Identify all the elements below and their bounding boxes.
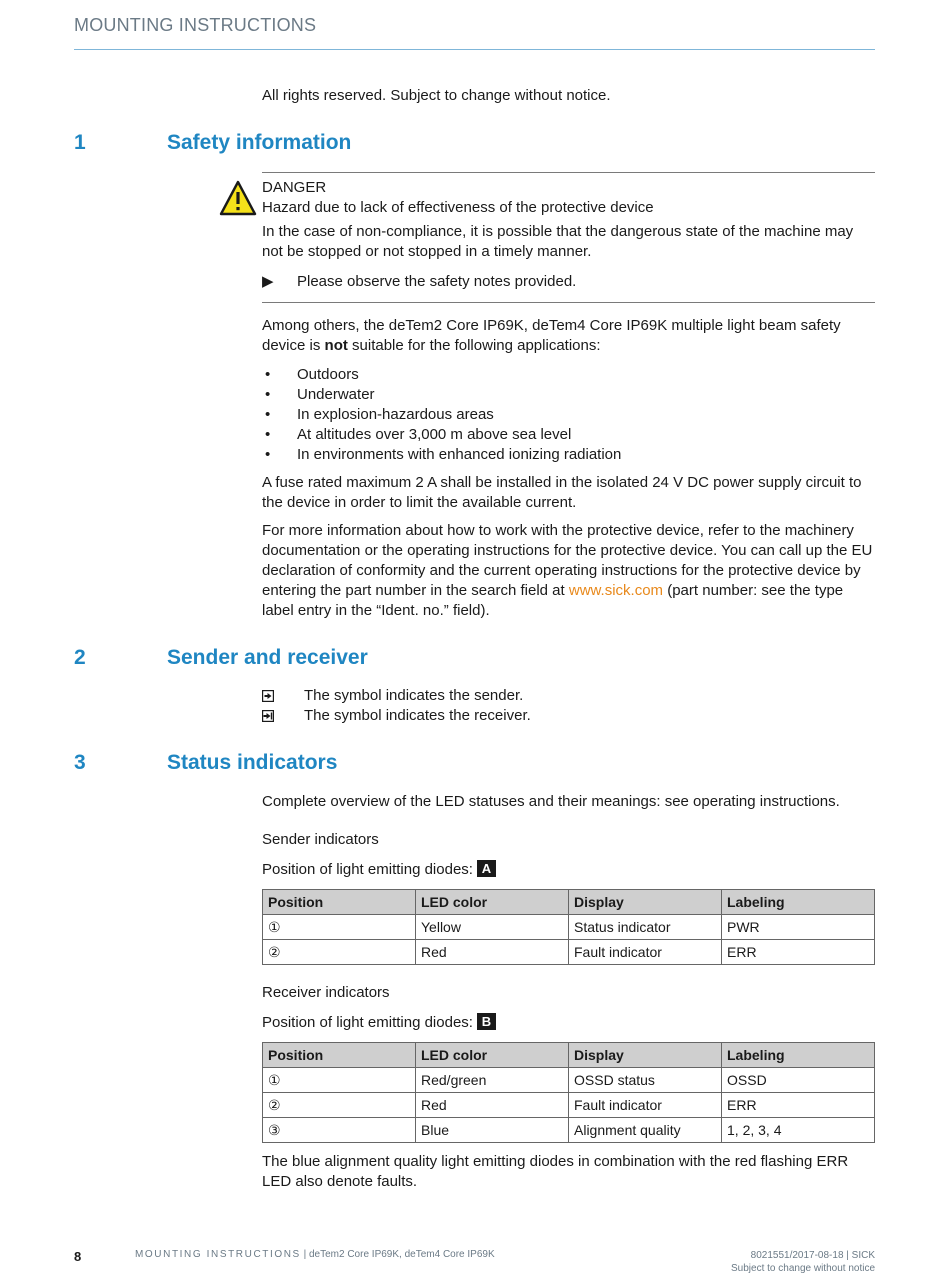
section-3-number: 3 — [74, 751, 86, 774]
warning-triangle-icon — [219, 180, 257, 216]
receiver-position-line: Position of light emitting diodes: B — [262, 1013, 875, 1033]
page-number: 8 — [74, 1249, 82, 1264]
table-cell: ERR — [722, 940, 875, 965]
position-badge-a: A — [477, 860, 496, 877]
receiver-led-table — [262, 1042, 875, 1143]
column-header: Labeling — [722, 890, 875, 915]
column-header: Labeling — [722, 1043, 875, 1068]
table-cell: Red — [416, 1093, 569, 1118]
position-badge-b: B — [477, 1013, 496, 1030]
table-row — [263, 1068, 875, 1093]
section-2-title: Sender and receiver — [167, 646, 368, 669]
status-overview: Complete overview of the LED statuses and their meanings: see operating instructions. — [262, 793, 840, 810]
column-header: LED color — [416, 890, 569, 915]
section-1-number: 1 — [74, 131, 86, 154]
table-cell: ③ — [263, 1118, 416, 1143]
table-header-row — [263, 890, 875, 915]
receiver-symbol-icon — [262, 710, 274, 722]
more-info-paragraph: For more information about how to work with the protective device, refer to the machinery documentation or the operating instructions for the protective device. You can call up the EU declaration of conformity and the current operating instructions for the protective device by entering the part number in the search field at www.sick.com (part number: see the type label entry in the “Ident. no.” field). — [262, 522, 873, 619]
column-header: Position — [263, 890, 416, 915]
column-header: Display — [569, 890, 722, 915]
table-cell: PWR — [722, 915, 875, 940]
sender-symbol-icon — [262, 690, 274, 702]
table-cell: Yellow — [416, 915, 569, 940]
section-1-title: Safety information — [167, 131, 352, 154]
table-cell: ERR — [722, 1093, 875, 1118]
column-header: LED color — [416, 1043, 569, 1068]
danger-bottom-rule — [262, 302, 875, 303]
footer-reference — [731, 1249, 875, 1275]
sender-position-line: Position of light emitting diodes: A — [262, 860, 875, 880]
footer-doc-reference: 8021551/2017-08-18 | SICK — [750, 1250, 875, 1261]
table-cell: ② — [263, 940, 416, 965]
table-header-row — [263, 1043, 875, 1068]
danger-action-step — [262, 272, 875, 292]
table-cell: ① — [263, 915, 416, 940]
table-row — [263, 915, 875, 940]
list-item: • In explosion-hazardous areas — [262, 405, 875, 425]
table-cell: Red/green — [416, 1068, 569, 1093]
safety-body — [262, 316, 875, 621]
table-cell: Blue — [416, 1118, 569, 1143]
list-item: • Underwater — [262, 385, 875, 405]
applications-list — [262, 365, 875, 465]
danger-subtitle: Hazard due to lack of effectiveness of the protective device — [262, 199, 654, 216]
table-cell: Alignment quality — [569, 1118, 722, 1143]
table-row — [263, 1118, 875, 1143]
emphasis-not: not — [324, 337, 348, 354]
table-cell: Fault indicator — [569, 1093, 722, 1118]
sender-led-table — [262, 889, 875, 965]
danger-top-rule — [262, 172, 875, 173]
receiver-indicators-heading: Receiver indicators — [262, 984, 390, 1001]
action-arrow-icon: ▶ — [262, 273, 274, 290]
sick-website-link[interactable]: www.sick.com — [568, 582, 664, 599]
header-rule — [74, 49, 875, 50]
table-cell: ② — [263, 1093, 416, 1118]
column-header: Display — [569, 1043, 722, 1068]
footer-document-title: MOUNTING INSTRUCTIONS | deTem2 Core IP69K, deTem4 Core IP69K — [135, 1249, 495, 1260]
header-title: MOUNTING INSTRUCTIONS — [74, 15, 317, 35]
section-2-number: 2 — [74, 646, 86, 669]
fuse-paragraph: A fuse rated maximum 2 A shall be installed in the isolated 24 V DC power supply circuit to the device in order to limit the available current. — [262, 474, 862, 511]
sender-row — [262, 686, 875, 706]
receiver-text: The symbol indicates the receiver. — [304, 707, 531, 724]
table-cell: Status indicator — [569, 915, 722, 940]
table-cell: 1, 2, 3, 4 — [722, 1118, 875, 1143]
table-cell: OSSD — [722, 1068, 875, 1093]
table-cell: Red — [416, 940, 569, 965]
list-item: • In environments with enhanced ionizing radiation — [262, 445, 875, 465]
column-header: Position — [263, 1043, 416, 1068]
sender-indicators-heading: Sender indicators — [262, 831, 379, 848]
table-cell: OSSD status — [569, 1068, 722, 1093]
danger-block — [262, 178, 875, 292]
receiver-row — [262, 706, 875, 726]
list-item: • Outdoors — [262, 365, 875, 385]
danger-action-text: Please observe the safety notes provided. — [297, 273, 577, 290]
table-row — [263, 1093, 875, 1118]
sender-receiver-list — [262, 686, 875, 726]
closing-paragraph: The blue alignment quality light emitting diodes in combination with the red flashing ERR LED also denote faults. — [262, 1153, 849, 1190]
footer-notice: Subject to change without notice — [731, 1263, 875, 1274]
danger-label: DANGER — [262, 179, 327, 196]
list-item: • At altitudes over 3,000 m above sea level — [262, 425, 875, 445]
table-cell: Fault indicator — [569, 940, 722, 965]
sender-text: The symbol indicates the sender. — [304, 687, 524, 704]
section-3-title: Status indicators — [167, 751, 338, 774]
danger-text: In the case of non-compliance, it is possible that the dangerous state of the machine may not be stopped or not stopped in a timely manner. — [262, 223, 854, 260]
table-cell: ① — [263, 1068, 416, 1093]
copyright-notice: All rights reserved. Subject to change without notice. — [262, 87, 611, 104]
table-row — [263, 940, 875, 965]
applications-intro: Among others, the deTem2 Core IP69K, deTem4 Core IP69K multiple light beam safety device is not suitable for the following applications: — [262, 317, 841, 354]
